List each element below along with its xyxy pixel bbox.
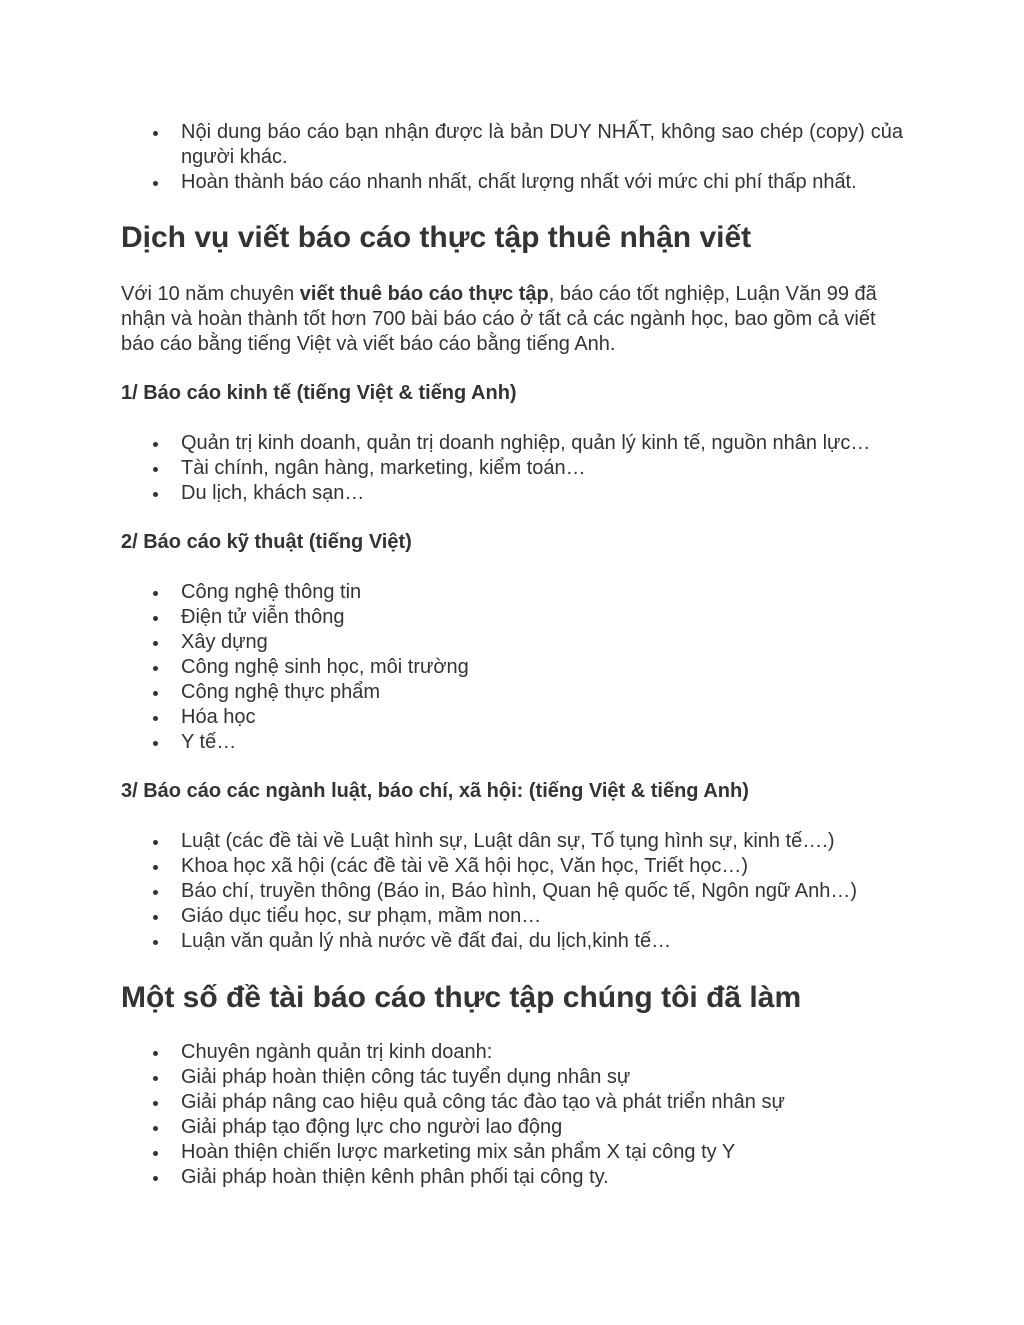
list-item: Y tế… [121,730,903,755]
paragraph-text: Với 10 năm chuyên [121,283,300,305]
list-item: Báo chí, truyền thông (Báo in, Báo hình, Quan hệ quốc tế, Ngôn ngữ Anh…) [121,879,903,904]
economics-list [121,431,903,506]
list-item: Du lịch, khách sạn… [121,481,903,506]
list-item: Luật (các đề tài về Luật hình sự, Luật dân sự, Tố tụng hình sự, kinh tế….) [121,829,903,854]
technical-list [121,580,903,755]
list-item: Xây dựng [121,630,903,655]
list-item: Giải pháp hoàn thiện công tác tuyển dụng nhân sự [121,1065,903,1090]
list-item: Chuyên ngành quản trị kinh doanh: [121,1040,903,1065]
law-list [121,829,903,954]
list-item: Công nghệ thông tin [121,580,903,605]
topics-list [121,1040,903,1190]
paragraph-bold-keyword: viết thuê báo cáo thực tập [299,283,549,305]
list-item: Giải pháp tạo động lực cho người lao động [121,1115,903,1140]
list-item: Quản trị kinh doanh, quản trị doanh nghiệp, quản lý kinh tế, nguồn nhân lực… [121,431,903,456]
list-item: Giải pháp hoàn thiện kênh phân phối tại công ty. [121,1165,903,1190]
paragraph-text: , báo cáo tốt nghiệp, Luận Văn 99 đã nhận và hoàn thành tốt hơn 700 bài báo cáo ở tất cả các ngành học, bao gồm cả viết báo cáo bằng tiếng Việt và viết báo cáo bằng tiếng Anh. [121,283,877,355]
list-item: Điện tử viễn thông [121,605,903,630]
services-paragraph [121,282,903,357]
sub-heading-technical: 2/ Báo cáo kỹ thuật (tiếng Việt) [121,531,412,553]
list-item: Giáo dục tiểu học, sư phạm, mầm non… [121,904,903,929]
section-heading-services: Dịch vụ viết báo cáo thực tập thuê nhận viết [121,221,752,254]
list-item: Giải pháp nâng cao hiệu quả công tác đào tạo và phát triển nhân sự [121,1090,903,1115]
list-item: Hoàn thiện chiến lược marketing mix sản phẩm X tại công ty Y [121,1140,903,1165]
list-item: Hoàn thành báo cáo nhanh nhất, chất lượng nhất với mức chi phí thấp nhất. [121,170,903,195]
list-item: Hóa học [121,705,903,730]
sub-heading-economics: 1/ Báo cáo kinh tế (tiếng Việt & tiếng Anh) [121,382,517,404]
list-item: Khoa học xã hội (các đề tài về Xã hội học, Văn học, Triết học…) [121,854,903,879]
document-page [121,120,903,1190]
list-item: Công nghệ thực phẩm [121,680,903,705]
list-item: Luận văn quản lý nhà nước về đất đai, du lịch,kinh tế… [121,929,903,954]
section-heading-topics: Một số đề tài báo cáo thực tập chúng tôi đã làm [121,981,802,1014]
list-item: Nội dung báo cáo bạn nhận được là bản DUY NHẤT, không sao chép (copy) của người khác. [121,120,903,170]
list-item: Công nghệ sinh học, môi trường [121,655,903,680]
sub-heading-law: 3/ Báo cáo các ngành luật, báo chí, xã hội: (tiếng Việt & tiếng Anh) [121,780,749,802]
list-item: Tài chính, ngân hàng, marketing, kiểm toán… [121,456,903,481]
intro-list [121,120,903,195]
